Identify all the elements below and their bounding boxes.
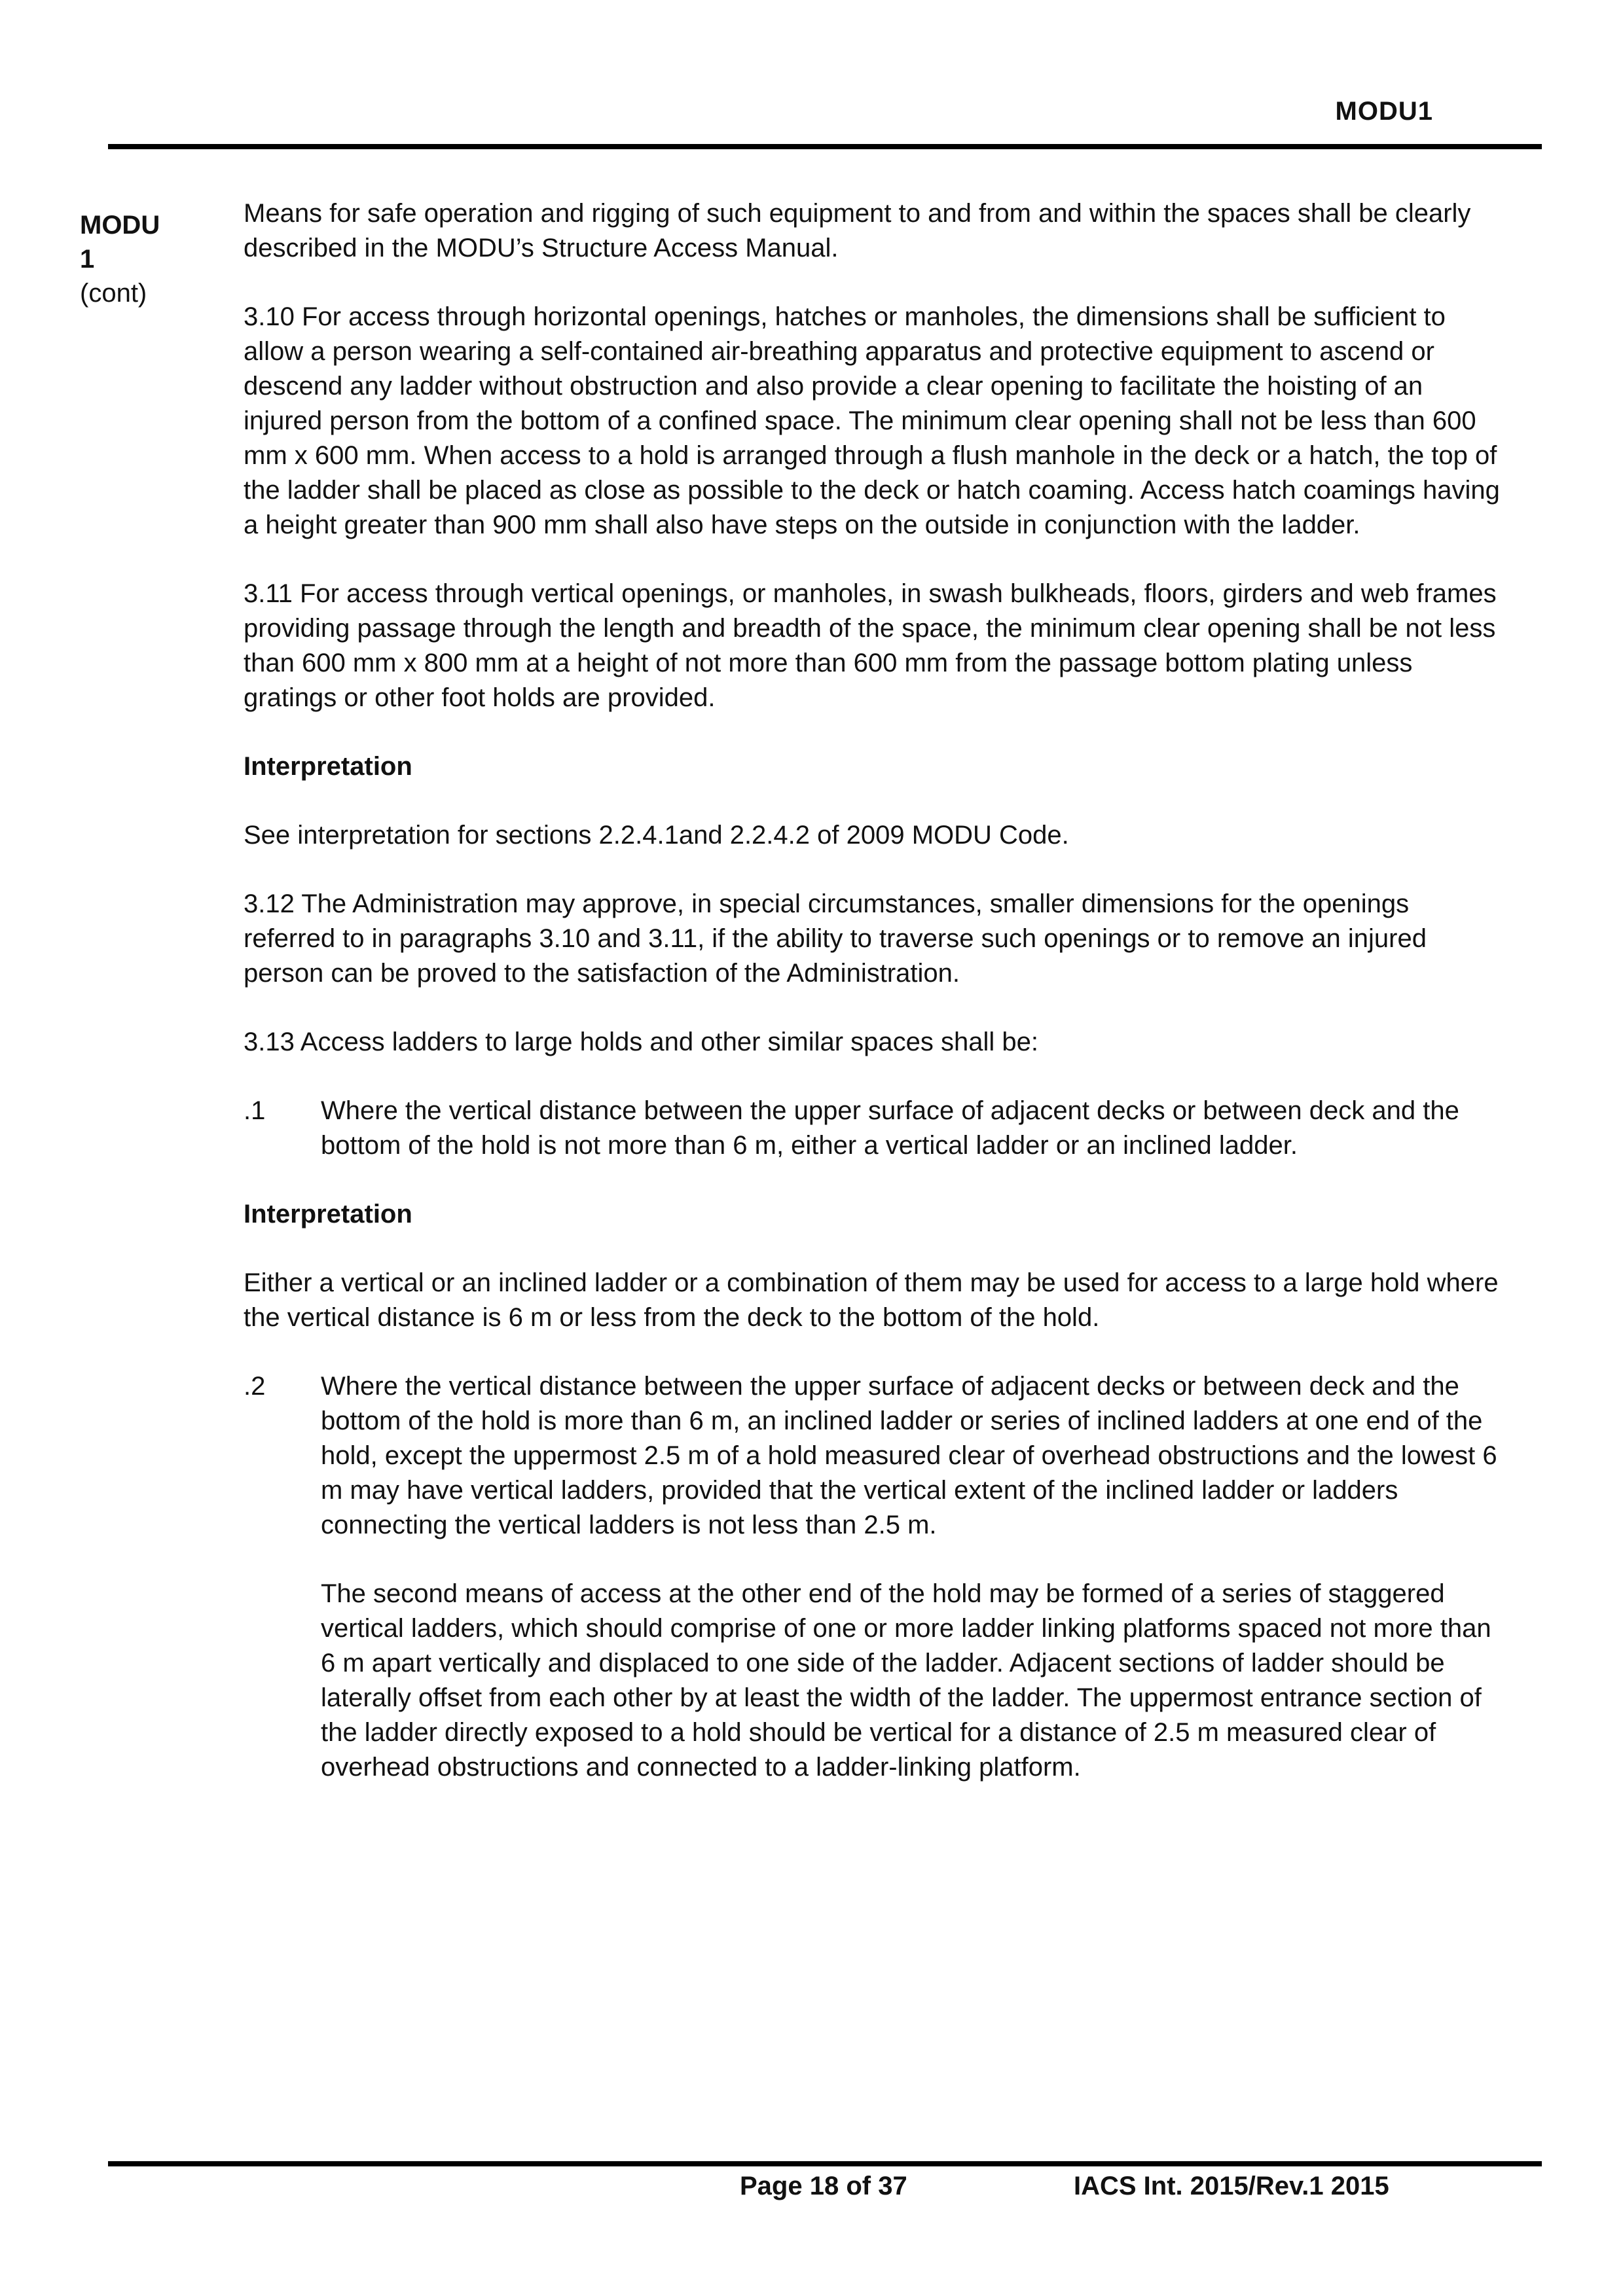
margin-label-line1: MODU [80, 211, 160, 240]
list-item-2-second-paragraph: The second means of access at the other end of the hold may be formed of a series of staggered vertical ladders, which should comprise of one or more ladder linking platforms spaced not more than 6 m apart vertically and displaced to one side of the ladder. Adjacent sections of ladder should be laterally offset from each other by at least the width of the ladder. The uppermost entrance section of the ladder directly exposed to a hold should be vertical for a distance of 2.5 m measured clear of overhead obstructions and connected to a ladder-linking platform. [321, 1579, 1491, 1782]
interpretation-text-1: See interpretation for sections 2.2.4.1and 2.2.4.2 of 2009 MODU Code. [244, 821, 1069, 850]
paragraph-3-11: 3.11 For access through vertical openings, or manholes, in swash bulkheads, floors, girders and web frames providing passage through the length and breadth of the space, the minimum clear opening shall be not less than 600 mm x 800 mm at a height of not more than 600 mm from the passage bottom plating unless gratings or other foot holds are provided. [244, 579, 1497, 712]
list-item-1-text: Where the vertical distance between the upper surface of adjacent decks or between deck and the bottom of the hold is not more than 6 m, either a vertical ladder or an inclined ladder. [321, 1096, 1459, 1160]
list-item-2-number: .2 [244, 1372, 266, 1401]
list-item-1 [244, 1094, 1507, 1163]
footer-rule [108, 2161, 1542, 2166]
list-item-2-text: Where the vertical distance between the upper surface of adjacent decks or between deck and the bottom of the hold is more than 6 m, an inclined ladder or series of inclined ladders at one end of the hold, except the uppermost 2.5 m of a hold measured clear of overhead obstructions and the lowest 6 m may have vertical ladders, provided that the vertical extent of the inclined ladder or ladders connecting the vertical ladders is not less than 2.5 m. [321, 1372, 1497, 1539]
interpretation-text-2: Either a vertical or an inclined ladder or a combination of them may be used for access to a large hold where the vertical distance is 6 m or less from the deck to the bottom of the hold. [244, 1268, 1499, 1332]
document-body [244, 196, 1507, 1819]
paragraph-3-10: 3.10 For access through horizontal openings, hatches or manholes, the dimensions shall be sufficient to allow a person wearing a self-contained air-breathing apparatus and protective equipment to ascend or descend any ladder without obstruction and also provide a clear opening to facilitate the hoisting of an injured person from the bottom of a confined space. The minimum clear opening shall not be less than 600 mm x 600 mm. When access to a hold is arranged through a flush manhole in the deck or a hatch, the top of the ladder shall be placed as close as possible to the deck or hatch coaming. Access hatch coamings having a height greater than 900 mm shall also have steps on the outside in conjunction with the ladder. [244, 302, 1500, 539]
paragraph-3-13: 3.13 Access ladders to large holds and other similar spaces shall be: [244, 1028, 1039, 1056]
margin-label [80, 208, 160, 310]
margin-label-line2: 1 [80, 245, 95, 274]
footer-page-number: Page 18 of 37 [740, 2172, 907, 2200]
interpretation-heading-2: Interpretation [244, 1200, 412, 1229]
intro-paragraph: Means for safe operation and rigging of such equipment to and from and within the spaces shall be clearly described in the MODU’s Structure Access Manual. [244, 199, 1471, 262]
margin-label-line3: (cont) [80, 279, 147, 308]
paragraph-3-12: 3.12 The Administration may approve, in special circumstances, smaller dimensions for the openings referred to in paragraphs 3.10 and 3.11, if the ability to traverse such openings or to remove an injured person can be proved to the satisfaction of the Administration. [244, 889, 1427, 988]
header-rule [108, 144, 1542, 149]
list-item-2 [244, 1369, 1507, 1543]
footer-reference: IACS Int. 2015/Rev.1 2015 [1074, 2172, 1389, 2200]
list-item-1-number: .1 [244, 1096, 266, 1125]
interpretation-heading-1: Interpretation [244, 752, 412, 781]
header-document-code: MODU1 [1335, 97, 1433, 126]
